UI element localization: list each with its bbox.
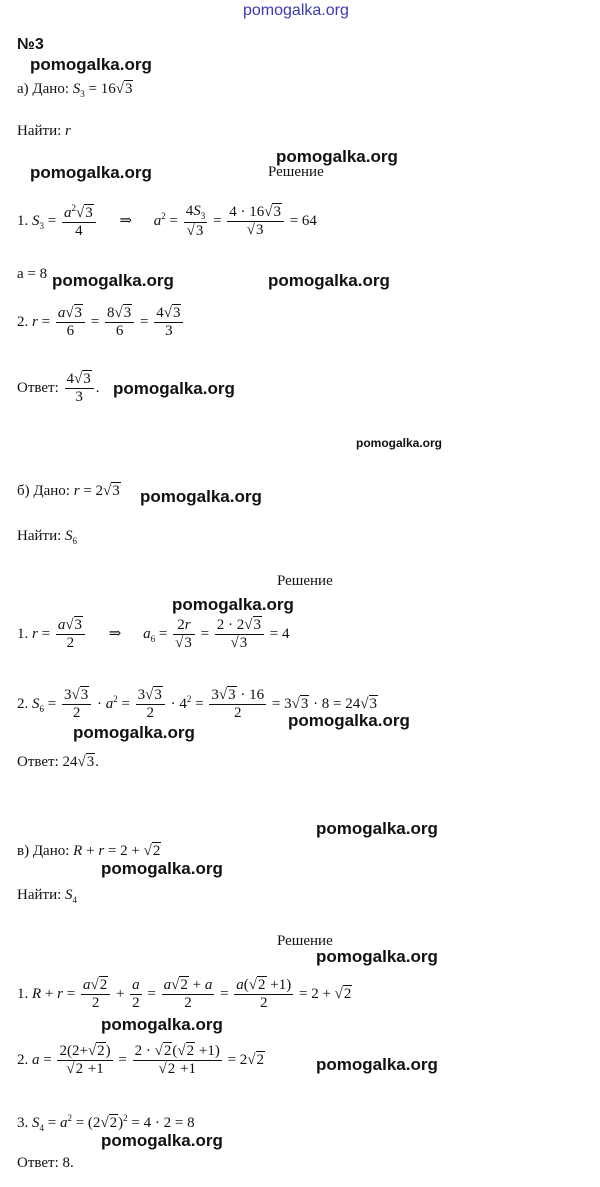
part-c-step1: 1. R + r = $\frac{a√2}{2}$ + $\frac{a}{2}$ = $\frac{a√2 + a}{2}$ = $\frac{a(√2 +1)}{2}$ = 2 + √2	[17, 977, 352, 1012]
watermark: pomogalka.org	[288, 711, 410, 730]
part-b-answer: Ответ: 24√3.	[17, 754, 99, 770]
answer-value: 8.	[62, 1155, 74, 1171]
watermark: pomogalka.org	[30, 163, 152, 182]
part-b-step2: 2. $S_6$ = $\frac{3√3}{2}$ · $a^2$ = $\frac{3√3}{2}$ · $4^2$ = $\frac{3√3 \cdot 16}{2}$ = 3√3 · 8 = 24√3	[17, 687, 378, 722]
part-a-given	[17, 81, 133, 99]
watermark: pomogalka.org	[140, 487, 262, 506]
part-a-find	[17, 123, 71, 140]
find-label: Найти:	[17, 887, 62, 903]
find-label: Найти:	[17, 528, 62, 544]
part-a-step1-result: a = 8	[17, 266, 48, 282]
watermark-top[interactable]: pomogalka.org	[243, 2, 349, 19]
watermark-small: pomogalka.org	[356, 436, 443, 450]
solution-heading: Решение	[277, 573, 333, 589]
part-b-find: Найти: $S_6$	[17, 528, 78, 546]
given-label: а) Дано:	[17, 81, 69, 97]
solution-heading: Решение	[277, 933, 333, 949]
watermark: pomogalka.org	[113, 379, 235, 398]
part-b-given: б) Дано: r = 2√3	[17, 483, 120, 499]
part-c-step2: 2. a = $\frac{2(2+√2)}{√2 +1}$ = $\frac{2 \cdot √2(√2 +1)}{√2 +1}$ = 2√2	[17, 1043, 265, 1078]
watermark: pomogalka.org	[276, 147, 398, 166]
part-a-answer: Ответ: $\frac{4√3}{3}$ .	[17, 371, 100, 406]
watermark: pomogalka.org	[316, 947, 438, 966]
watermark: pomogalka.org	[73, 723, 195, 742]
answer-label: Ответ:	[17, 380, 59, 397]
watermark: pomogalka.org	[30, 55, 152, 74]
part-c-step3: 3. $S_4 = a^2 = (2√2)^2 = 4 \cdot 2 = 8$	[17, 1113, 195, 1133]
given-label: б) Дано:	[17, 483, 70, 499]
solution-heading: Решение	[268, 164, 324, 180]
problem-number: №3	[17, 36, 44, 53]
given-value: $S_3 = 16√3$	[72, 81, 133, 99]
watermark: pomogalka.org	[101, 859, 223, 878]
watermark: pomogalka.org	[316, 819, 438, 838]
part-a-step1: 1. $S_3$ = $\frac{a^2√3}{4}$ ⇒ $a^2$ = $\frac{4S_3}{√3}$ = $\frac{4 \cdot 16√3}{√3}$ = 64	[17, 203, 317, 240]
given-label: в) Дано:	[17, 843, 70, 859]
watermark: pomogalka.org	[172, 595, 294, 614]
watermark: pomogalka.org	[268, 271, 390, 290]
part-a-step2: 2. r = $\frac{a√3}{6}$ = $\frac{8√3}{6}$ = $\frac{4√3}{3}$	[17, 305, 185, 341]
part-c-answer	[17, 1155, 74, 1172]
answer-label: Ответ:	[17, 1155, 59, 1171]
part-c-find: Найти: $S_4$	[17, 887, 78, 905]
watermark: pomogalka.org	[101, 1131, 223, 1150]
watermark: pomogalka.org	[316, 1055, 438, 1074]
part-c-given: в) Дано: R + r = 2 + √2	[17, 843, 161, 859]
find-label: Найти:	[17, 123, 62, 139]
answer-label: Ответ:	[17, 754, 59, 770]
watermark: pomogalka.org	[101, 1015, 223, 1034]
part-b-step1: 1. r = $\frac{a√3}{2}$ ⇒ $a_6$ = $\frac{2r}{√3}$ = $\frac{2 \cdot 2√3}{√3}$ = 4	[17, 617, 290, 652]
find-value: r	[65, 123, 71, 139]
watermark: pomogalka.org	[52, 271, 174, 290]
